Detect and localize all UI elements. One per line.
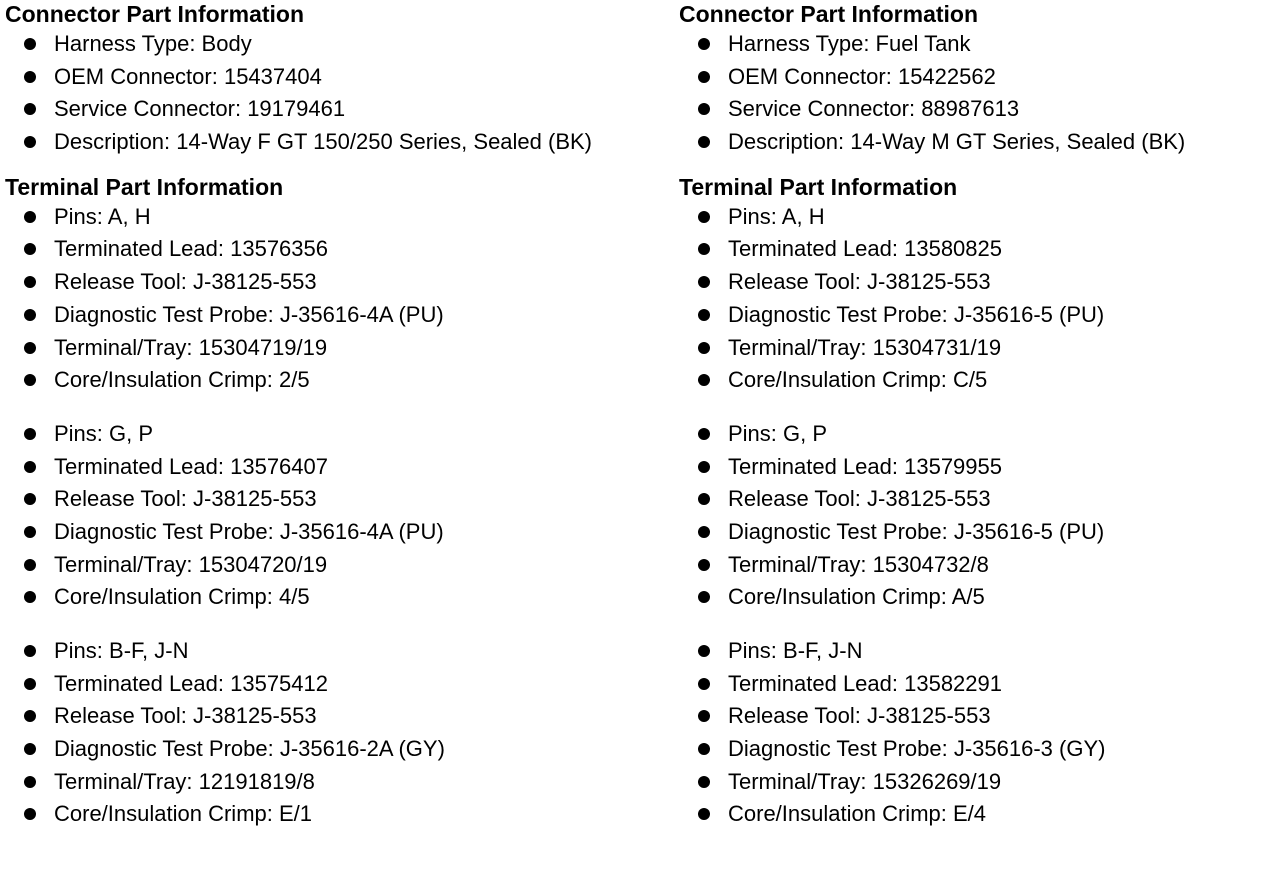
terminated-lead: Terminated Lead: 13582291 — [728, 670, 1002, 696]
bullet-icon — [24, 461, 36, 473]
list-item — [679, 516, 1264, 549]
bullet-icon — [698, 211, 710, 223]
terminated-lead: Terminated Lead: 13579955 — [728, 453, 1002, 479]
terminal-group-1 — [679, 201, 1264, 397]
left-connector-column — [5, 0, 605, 831]
bullet-icon — [24, 743, 36, 755]
bullet-icon — [24, 591, 36, 603]
oem-connector: OEM Connector: 15422562 — [728, 63, 996, 89]
bullet-icon — [698, 428, 710, 440]
list-item — [679, 266, 1264, 299]
service-connector: Service Connector: 88987613 — [728, 96, 1020, 122]
bullet-icon — [698, 103, 710, 115]
list-item — [5, 233, 605, 266]
diagnostic-test-probe: Diagnostic Test Probe: J-35616-5 (PU) — [728, 518, 1105, 544]
bullet-icon — [698, 645, 710, 657]
release-tool: Release Tool: J-38125-553 — [54, 269, 317, 295]
list-item — [679, 668, 1264, 701]
bullet-icon — [24, 243, 36, 255]
bullet-icon — [24, 559, 36, 571]
list-item — [5, 28, 605, 61]
pins: Pins: A, H — [728, 203, 825, 229]
bullet-icon — [698, 461, 710, 473]
connector-part-heading: Connector Part Information — [679, 1, 979, 27]
bullet-icon — [698, 678, 710, 690]
list-item — [5, 61, 605, 94]
list-item — [5, 798, 605, 831]
release-tool: Release Tool: J-38125-553 — [728, 269, 991, 295]
terminal-group-1 — [5, 201, 605, 397]
list-item — [679, 700, 1264, 733]
terminal-tray: Terminal/Tray: 15304732/8 — [728, 551, 989, 577]
pins: Pins: A, H — [54, 203, 151, 229]
list-item — [679, 364, 1264, 397]
bullet-icon — [24, 710, 36, 722]
diagnostic-test-probe: Diagnostic Test Probe: J-35616-5 (PU) — [728, 301, 1105, 327]
list-item — [5, 766, 605, 799]
terminal-part-heading: Terminal Part Information — [5, 173, 284, 200]
bullet-icon — [698, 243, 710, 255]
core-insulation-crimp: Core/Insulation Crimp: E/1 — [54, 801, 312, 827]
bullet-icon — [698, 71, 710, 83]
bullet-icon — [24, 71, 36, 83]
terminal-group-2 — [5, 418, 605, 614]
list-item — [5, 581, 605, 614]
list-item — [5, 299, 605, 332]
harness-type: Harness Type: Fuel Tank — [728, 31, 971, 56]
bullet-icon — [24, 276, 36, 288]
bullet-icon — [24, 526, 36, 538]
core-insulation-crimp: Core/Insulation Crimp: 4/5 — [54, 584, 310, 610]
core-insulation-crimp: Core/Insulation Crimp: 2/5 — [54, 367, 310, 393]
list-item — [5, 364, 605, 397]
oem-connector: OEM Connector: 15437404 — [54, 63, 322, 89]
list-item — [679, 766, 1264, 799]
pins: Pins: G, P — [728, 420, 828, 446]
bullet-icon — [698, 526, 710, 538]
list-item — [679, 483, 1264, 516]
list-item — [5, 451, 605, 484]
bullet-icon — [698, 493, 710, 505]
list-item — [679, 61, 1264, 94]
list-item — [679, 299, 1264, 332]
description: Description: 14-Way M GT Series, Sealed (BK) — [728, 129, 1186, 155]
terminal-tray: Terminal/Tray: 15326269/19 — [728, 768, 1002, 794]
bullet-icon — [698, 743, 710, 755]
bullet-icon — [698, 276, 710, 288]
list-item — [679, 451, 1264, 484]
description: Description: 14-Way F GT 150/250 Series, Sealed (BK) — [54, 129, 593, 155]
bullet-icon — [698, 136, 710, 148]
bullet-icon — [24, 776, 36, 788]
list-item — [5, 266, 605, 299]
terminated-lead: Terminated Lead: 13580825 — [728, 236, 1002, 262]
bullet-icon — [698, 374, 710, 386]
bullet-icon — [24, 342, 36, 354]
list-item — [679, 549, 1264, 582]
diagnostic-test-probe: Diagnostic Test Probe: J-35616-4A (PU) — [54, 518, 444, 544]
connector-part-heading: Connector Part Information — [5, 1, 305, 27]
bullet-icon — [24, 103, 36, 115]
list-item — [679, 332, 1264, 365]
harness-type: Harness Type: Body — [54, 31, 252, 56]
list-item — [5, 516, 605, 549]
list-item — [5, 418, 605, 451]
terminal-tray: Terminal/Tray: 15304719/19 — [54, 334, 328, 360]
list-item — [679, 733, 1264, 766]
terminated-lead: Terminated Lead: 13576356 — [54, 236, 328, 262]
diagnostic-test-probe: Diagnostic Test Probe: J-35616-4A (PU) — [54, 301, 444, 327]
list-item — [679, 233, 1264, 266]
bullet-icon — [698, 309, 710, 321]
list-item — [5, 201, 605, 234]
terminal-group-3 — [5, 635, 605, 831]
diagnostic-test-probe: Diagnostic Test Probe: J-35616-2A (GY) — [54, 736, 445, 762]
terminated-lead: Terminated Lead: 13575412 — [54, 670, 328, 696]
service-connector: Service Connector: 19179461 — [54, 96, 346, 122]
bullet-icon — [24, 38, 36, 50]
list-item — [679, 635, 1264, 668]
terminal-tray: Terminal/Tray: 15304731/19 — [728, 334, 1002, 360]
list-item — [679, 581, 1264, 614]
connector-part-list — [5, 28, 605, 159]
diagnostic-test-probe: Diagnostic Test Probe: J-35616-3 (GY) — [728, 736, 1106, 762]
bullet-icon — [24, 136, 36, 148]
terminal-part-heading: Terminal Part Information — [679, 173, 958, 200]
bullet-icon — [698, 342, 710, 354]
pins: Pins: B-F, J-N — [728, 638, 863, 663]
list-item — [5, 635, 605, 668]
list-item — [679, 418, 1264, 451]
bullet-icon — [24, 678, 36, 690]
release-tool: Release Tool: J-38125-553 — [728, 486, 991, 512]
list-item — [5, 700, 605, 733]
release-tool: Release Tool: J-38125-553 — [54, 703, 317, 729]
bullet-icon — [24, 645, 36, 657]
list-item — [679, 798, 1264, 831]
list-item — [679, 201, 1264, 234]
list-item — [679, 93, 1264, 126]
connector-part-list — [679, 28, 1264, 159]
bullet-icon — [24, 309, 36, 321]
release-tool: Release Tool: J-38125-553 — [54, 486, 317, 512]
bullet-icon — [698, 591, 710, 603]
list-item — [5, 733, 605, 766]
list-item — [679, 28, 1264, 61]
core-insulation-crimp: Core/Insulation Crimp: A/5 — [728, 584, 985, 610]
pins: Pins: G, P — [54, 420, 154, 446]
bullet-icon — [698, 710, 710, 722]
bullet-icon — [698, 38, 710, 50]
core-insulation-crimp: Core/Insulation Crimp: E/4 — [728, 801, 986, 827]
terminal-group-2 — [679, 418, 1264, 614]
list-item — [5, 549, 605, 582]
terminal-group-3 — [679, 635, 1264, 831]
bullet-icon — [698, 559, 710, 571]
bullet-icon — [24, 211, 36, 223]
bullet-icon — [24, 428, 36, 440]
bullet-icon — [24, 493, 36, 505]
pins: Pins: B-F, J-N — [54, 638, 189, 663]
list-item — [5, 93, 605, 126]
bullet-icon — [24, 808, 36, 820]
list-item — [5, 483, 605, 516]
bullet-icon — [24, 374, 36, 386]
terminal-tray: Terminal/Tray: 15304720/19 — [54, 551, 328, 577]
right-connector-column — [679, 0, 1264, 831]
bullet-icon — [698, 776, 710, 788]
core-insulation-crimp: Core/Insulation Crimp: C/5 — [728, 367, 988, 393]
terminated-lead: Terminated Lead: 13576407 — [54, 453, 328, 479]
release-tool: Release Tool: J-38125-553 — [728, 703, 991, 729]
list-item — [679, 126, 1264, 159]
list-item — [5, 126, 605, 159]
bullet-icon — [698, 808, 710, 820]
terminal-tray: Terminal/Tray: 12191819/8 — [54, 768, 315, 794]
list-item — [5, 332, 605, 365]
list-item — [5, 668, 605, 701]
